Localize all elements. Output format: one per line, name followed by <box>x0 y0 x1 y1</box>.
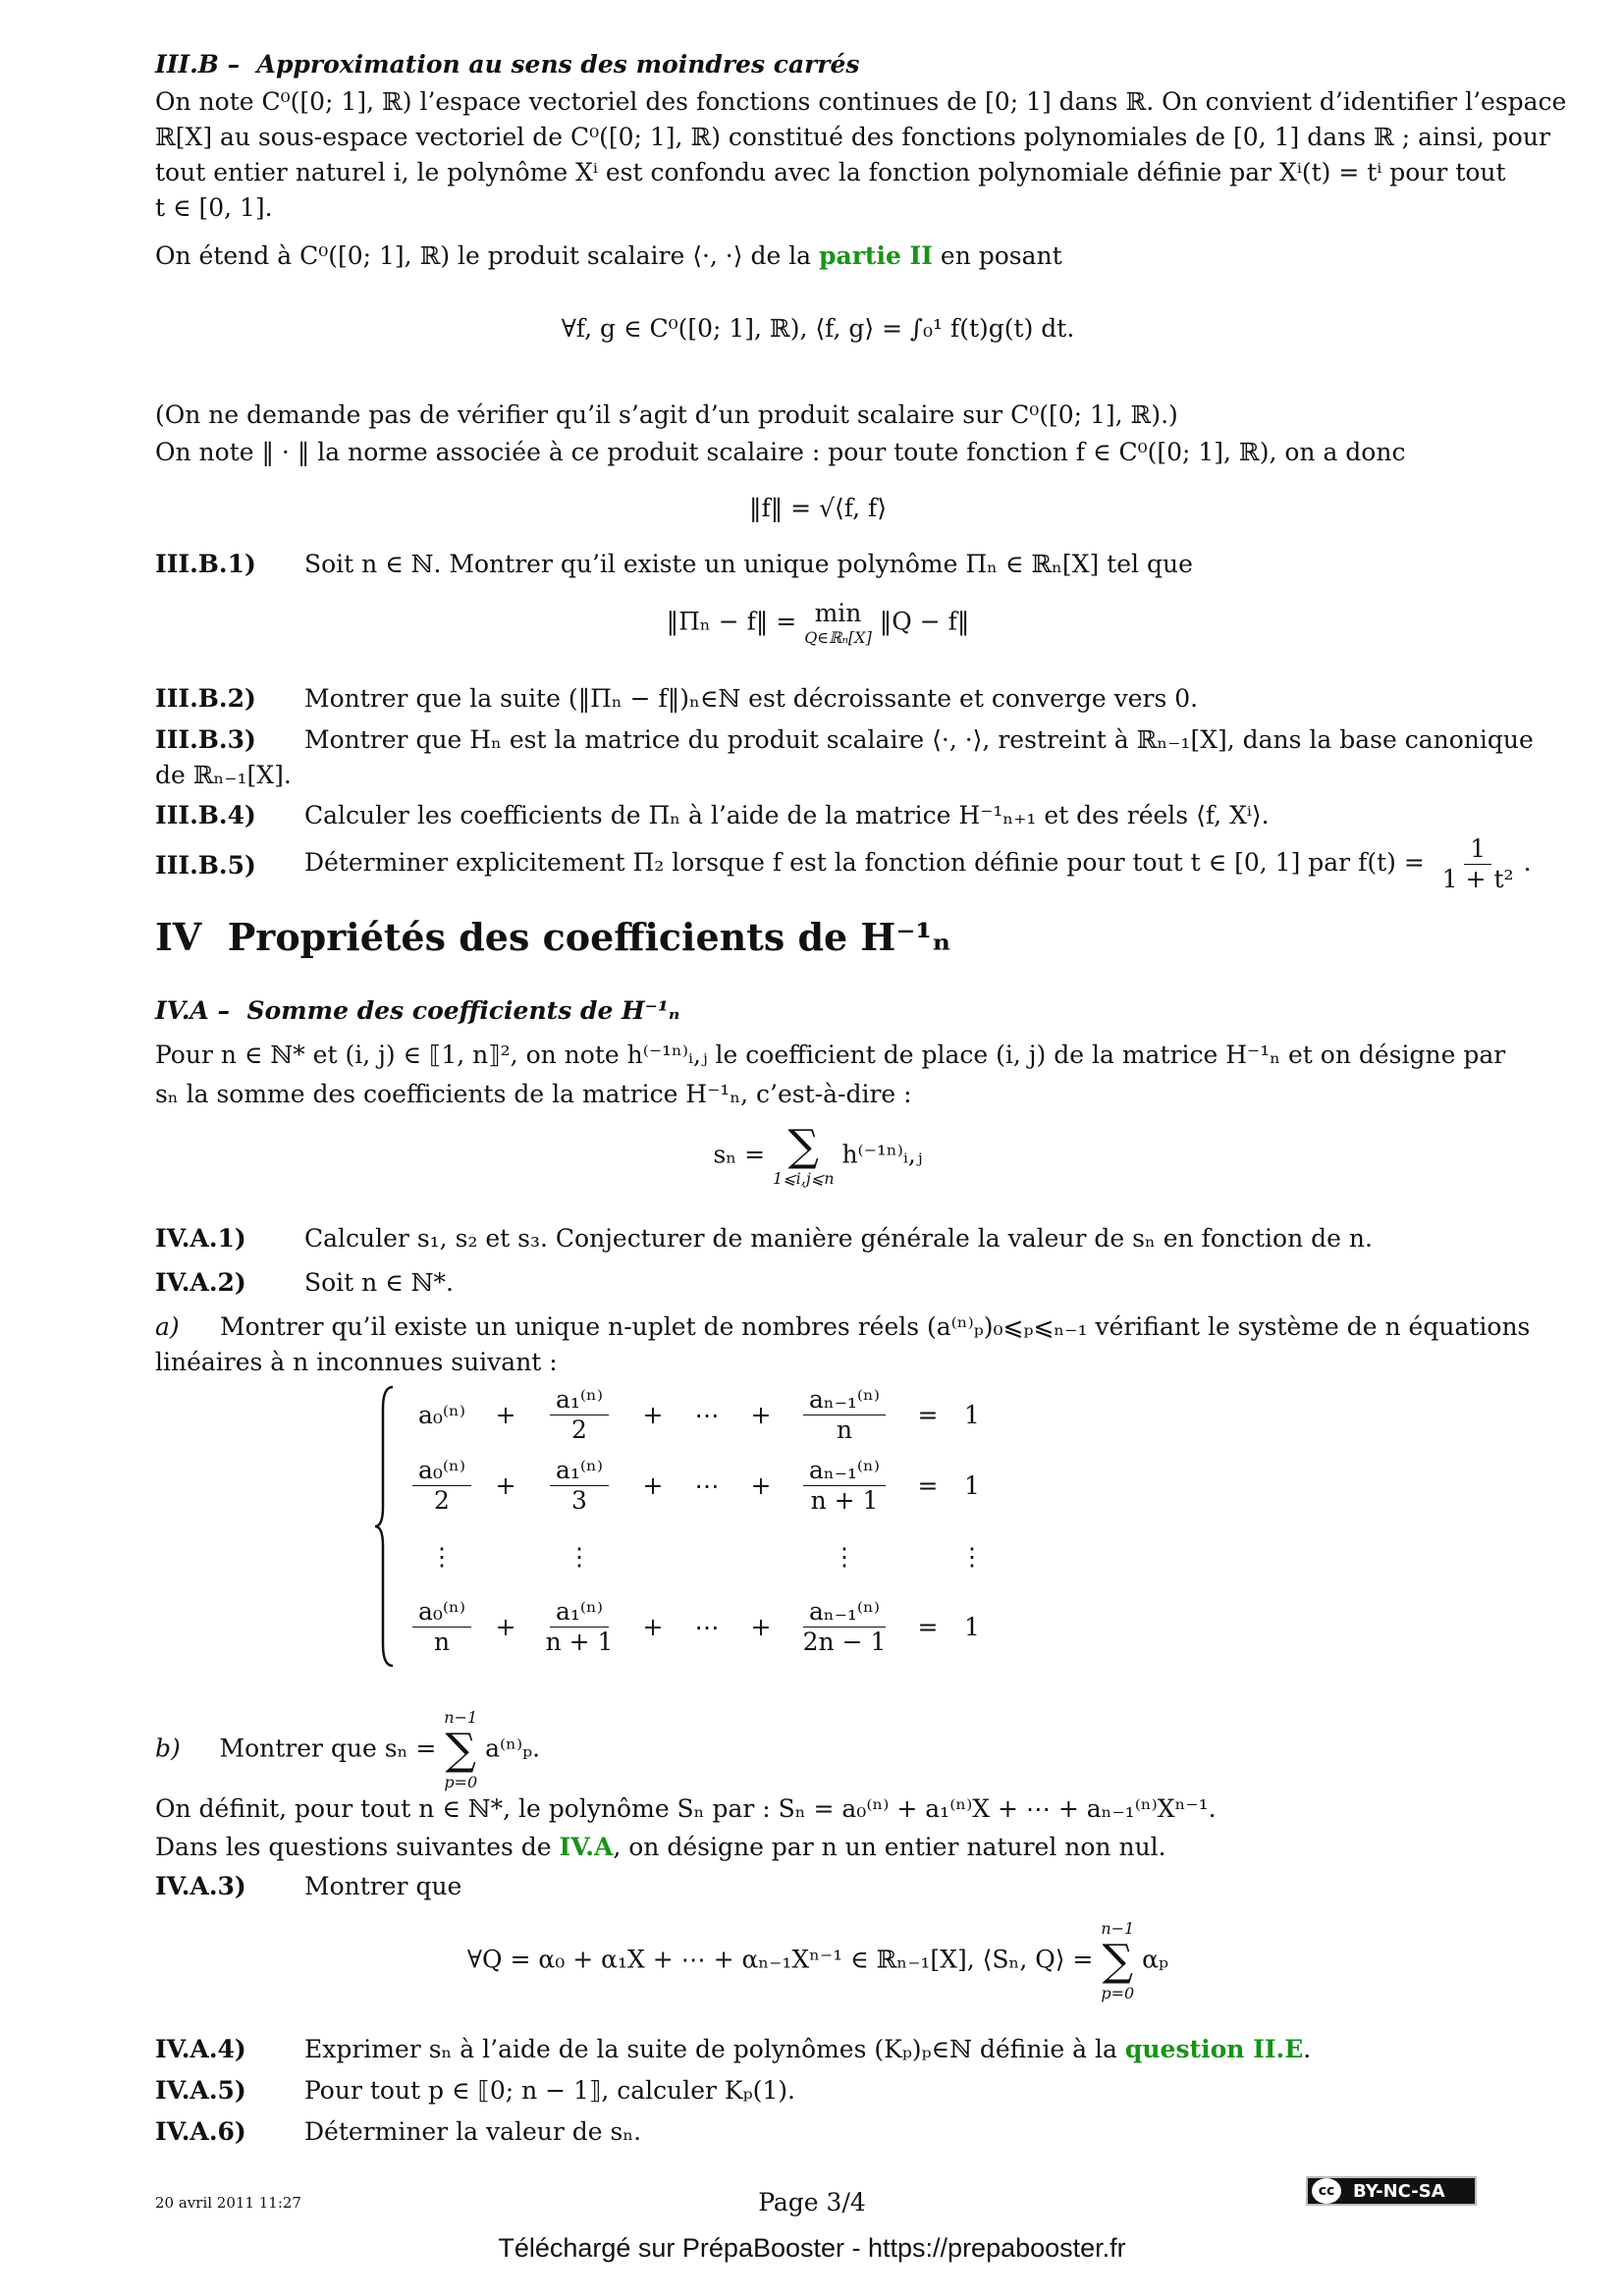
section-number: IV <box>155 915 202 959</box>
question-text: Montrer que <box>304 1872 462 1900</box>
heading-label: III.B – <box>155 50 241 79</box>
rhs: 1 <box>964 1400 980 1429</box>
question-text: Montrer que Hₙ est la matrice du produit scalaire ⟨·, ·⟩, restreint à ℝₙ₋₁[X], dans la base canonique <box>304 725 1534 754</box>
min-subscript: Q∈ℝₙ[X] <box>804 628 872 647</box>
plus: + <box>495 1470 516 1500</box>
question-text: Montrer que la suite (‖Πₙ − f‖)ₙ∈ℕ est décroissante et converge vers 0. <box>304 684 1199 713</box>
question-text: Montrer qu’il existe un unique n-uplet de nombres réels (a⁽ⁿ⁾ₚ)₀⩽ₚ⩽ₙ₋₁ vérifiant le système de n équations <box>220 1312 1531 1341</box>
question-IVA2b <box>155 1708 1481 1792</box>
norm-line: On note ‖ · ‖ la norme associée à ce produit scalaire : pour toute fonction f ∈ C⁰([0; 1], ℝ), on a donc <box>155 438 1406 466</box>
question-label: III.B.4) <box>155 801 256 829</box>
question-text: Montrer que sₙ = <box>219 1734 437 1763</box>
text: , on désigne par n un entier naturel non nul. <box>613 1833 1166 1861</box>
numerator: aₙ₋₁⁽ⁿ⁾ <box>803 1385 886 1415</box>
subquestion-label: a) <box>155 1312 180 1341</box>
fraction <box>797 1597 893 1657</box>
denominator: n <box>836 1415 853 1444</box>
vdots: ⋮ <box>429 1541 455 1571</box>
question-label: IV.A.1) <box>155 1224 246 1253</box>
numerator: a₀⁽ⁿ⁾ <box>412 1597 471 1628</box>
rhs: 1 <box>964 1470 980 1500</box>
sum-operator <box>444 1708 477 1792</box>
numerator: aₙ₋₁⁽ⁿ⁾ <box>803 1597 886 1628</box>
question-text: Pour tout p ∈ ⟦0; n − 1⟧, calculer Kₚ(1). <box>304 2076 795 2105</box>
question-continuation: de ℝₙ₋₁[X]. <box>155 761 292 789</box>
numerator: 1 <box>1464 834 1491 865</box>
note-line: (On ne demande pas de vérifier qu’il s’agit d’un produit scalaire sur C⁰([0; 1], ℝ).) <box>155 400 1178 429</box>
sum-formula <box>155 1121 1481 1189</box>
formula-right: ‖Q − f‖ <box>879 607 970 636</box>
question-label: IV.A.3) <box>155 1872 246 1900</box>
plus: + <box>750 1470 772 1500</box>
question-label: III.B.1) <box>155 550 256 578</box>
left-brace-icon <box>373 1379 397 1674</box>
text: Exprimer sₙ à l’aide de la suite de polynômes (Kₚ)ₚ∈ℕ définie à la <box>304 2035 1125 2063</box>
question-text-main: Déterminer explicitement Π₂ lorsque f est la fonction définie pour tout t ∈ [0, 1] par f(t) = <box>304 848 1425 877</box>
denominator: 2 <box>434 1485 450 1515</box>
vdots: ⋮ <box>567 1541 592 1571</box>
license-text: BY-NC-SA <box>1353 2180 1445 2202</box>
sum-top: n−1 <box>1101 1919 1135 1938</box>
cdots: ⋯ <box>694 1612 720 1641</box>
question-label: III.B.5) <box>155 851 256 880</box>
plus: + <box>642 1400 664 1429</box>
numerator: aₙ₋₁⁽ⁿ⁾ <box>803 1456 886 1486</box>
fraction <box>1436 834 1520 894</box>
intro-line: On note C⁰([0; 1], ℝ) l’espace vectoriel des fonctions continues de [0; 1] dans ℝ. On convient d’identifier l’espace <box>155 87 1567 116</box>
equals: = <box>917 1470 939 1500</box>
plus: + <box>642 1612 664 1641</box>
subsection-heading-IVA <box>155 993 1481 1029</box>
intro-line: tout entier naturel i, le polynôme Xⁱ est confondu avec la fonction polynomiale définie par Xⁱ(t) = tⁱ pour tout <box>155 158 1506 187</box>
license-badge[interactable] <box>1306 2176 1477 2206</box>
formula-left: sₙ = <box>713 1140 766 1169</box>
intro-line: ℝ[X] au sous-espace vectoriel de C⁰([0; 1], ℝ) constitué des fonctions polynomiales de [0, 1] dans ℝ ; ainsi, pour <box>155 123 1550 151</box>
subquestion-label: b) <box>155 1734 181 1763</box>
heading-title: Approximation au sens des moindres carrés <box>256 50 860 79</box>
section-title: Propriétés des coefficients de H⁻¹ₙ <box>227 915 951 959</box>
question-label: IV.A.5) <box>155 2076 246 2105</box>
numerator: a₁⁽ⁿ⁾ <box>550 1385 609 1415</box>
sum-term: αₚ <box>1142 1945 1169 1974</box>
plus: + <box>750 1612 772 1641</box>
denominator: 2 <box>571 1415 587 1444</box>
question-label: IV.A.2) <box>155 1268 246 1297</box>
fraction <box>550 1385 609 1445</box>
denominator: 1 + t² <box>1441 865 1514 893</box>
numerator: a₁⁽ⁿ⁾ <box>550 1456 609 1486</box>
plus: + <box>642 1470 664 1500</box>
denominator: n <box>433 1627 451 1656</box>
cdots: ⋯ <box>694 1470 720 1500</box>
equals: = <box>917 1400 939 1429</box>
text: . <box>1303 2035 1312 2063</box>
section-heading-IV <box>155 915 1481 959</box>
following-note <box>155 1830 1481 1865</box>
fraction <box>803 1456 886 1516</box>
denominator: n + 1 <box>545 1627 614 1656</box>
fraction <box>540 1597 620 1657</box>
vdots: ⋮ <box>959 1541 985 1571</box>
define-Sn: On définit, pour tout n ∈ ℕ*, le polynôme Sₙ par : Sₙ = a₀⁽ⁿ⁾ + a₁⁽ⁿ⁾X + ⋯ + aₙ₋₁⁽ⁿ⁾Xⁿ⁻¹. <box>155 1794 1217 1823</box>
cc-icon: cc <box>1312 2178 1341 2204</box>
question-label: III.B.2) <box>155 684 256 713</box>
formula-left: ‖Πₙ − f‖ = <box>666 607 797 636</box>
extend-paragraph <box>155 239 1481 274</box>
intro-line: Pour n ∈ ℕ* et (i, j) ∈ ⟦1, n⟧², on note h⁽⁻¹ⁿ⁾ᵢ,ⱼ le coefficient de place (i, j) de la matrice H⁻¹ₙ et on désigne par <box>155 1041 1506 1069</box>
rhs: 1 <box>964 1612 980 1641</box>
sum-operator <box>773 1121 835 1189</box>
sum-top: n−1 <box>444 1708 478 1727</box>
numerator: a₁⁽ⁿ⁾ <box>550 1597 609 1628</box>
question-text <box>304 2032 1311 2067</box>
min-formula <box>155 599 1481 648</box>
text: en posant <box>932 241 1062 270</box>
sum-subscript: 1⩽i,j⩽n <box>773 1169 835 1188</box>
plus: + <box>750 1400 772 1429</box>
question-text: Déterminer la valeur de sₙ. <box>304 2117 642 2146</box>
intro-line: t ∈ [0, 1]. <box>155 193 273 222</box>
min-op: min <box>814 599 862 627</box>
text: On étend à C⁰([0; 1], ℝ) le produit scalaire ⟨·, ·⟩ de la <box>155 241 820 270</box>
question-text: Soit n ∈ ℕ. Montrer qu’il existe un unique polynôme Πₙ ∈ ℝₙ[X] tel que <box>304 550 1193 578</box>
sum-bottom: p=0 <box>444 1773 478 1791</box>
subsection-heading-IIIB <box>155 47 1481 82</box>
inner-product-formula: ∀f, g ∈ C⁰([0; 1], ℝ), ⟨f, g⟩ = ∫₀¹ f(t)g(t) dt. <box>561 314 1075 343</box>
question-text: Soit n ∈ ℕ*. <box>304 1268 454 1297</box>
question-label: IV.A.6) <box>155 2117 246 2146</box>
sigma-symbol: ∑ <box>1102 1936 1133 1986</box>
formula-left: ∀Q = α₀ + α₁X + ⋯ + αₙ₋₁Xⁿ⁻¹ ∈ ℝₙ₋₁[X], ⟨Sₙ, Q⟩ = <box>466 1945 1094 1974</box>
question-IIIB5 <box>155 834 1532 893</box>
system-grid <box>403 1379 992 1662</box>
sigma-symbol: ∑ <box>445 1725 476 1775</box>
numerator: a₀⁽ⁿ⁾ <box>412 1456 471 1486</box>
question-continuation: linéaires à n inconnues suivant : <box>155 1348 558 1376</box>
fraction <box>412 1456 471 1516</box>
plus: + <box>495 1400 516 1429</box>
sigma-symbol: ∑ <box>787 1121 819 1171</box>
question-text: Déterminer explicitement Π₂ lorsque f est la fonction définie pour tout t ∈ [0, 1] par f(t) = $\frac{1}{\text{1 + t²}}$ . <box>304 834 1532 893</box>
sum-term: a⁽ⁿ⁾ₚ. <box>485 1734 541 1763</box>
plus: + <box>495 1612 516 1641</box>
min-operator <box>804 599 872 648</box>
intro-line: sₙ la somme des coefficients de la matrice H⁻¹ₙ, c’est-à-dire : <box>155 1080 912 1108</box>
denominator: n + 1 <box>810 1485 879 1515</box>
cdots: ⋯ <box>694 1400 720 1429</box>
fraction <box>550 1456 609 1516</box>
page-number: Page 3/4 <box>758 2188 866 2216</box>
link-IVA[interactable]: IV.A <box>559 1833 614 1861</box>
sum-term: h⁽⁻¹ⁿ⁾ᵢ,ⱼ <box>841 1140 923 1169</box>
link-partie-II[interactable]: partie II <box>819 241 933 270</box>
linear-system <box>373 1379 1159 1674</box>
heading-label: IV.A – <box>155 996 231 1025</box>
equals: = <box>917 1612 939 1641</box>
heading-title: Somme des coefficients de H⁻¹ₙ <box>246 996 680 1025</box>
sum-bottom: p=0 <box>1101 1984 1135 2002</box>
denominator: 3 <box>571 1485 587 1515</box>
question-text: Calculer les coefficients de Πₙ à l’aide de la matrice H⁻¹ₙ₊₁ et des réels ⟨f, Xⁱ⟩. <box>304 801 1270 829</box>
link-question-IIE[interactable]: question II.E <box>1124 2035 1304 2063</box>
vdots: ⋮ <box>832 1541 857 1571</box>
fraction <box>412 1597 471 1657</box>
download-notice: Téléchargé sur PrépaBooster - https://prepabooster.fr <box>498 2233 1126 2263</box>
cell: a₀⁽ⁿ⁾ <box>417 1400 466 1429</box>
question-text: Calculer s₁, s₂ et s₃. Conjecturer de manière générale la valeur de sₙ en fonction de n. <box>304 1224 1373 1253</box>
question-label: III.B.3) <box>155 725 256 754</box>
text: Dans les questions suivantes de <box>155 1833 560 1861</box>
sum-operator <box>1101 1919 1134 2003</box>
footer-date: 20 avril 2011 11:27 <box>155 2194 301 2212</box>
question-label: IV.A.4) <box>155 2035 246 2063</box>
fraction <box>803 1385 886 1445</box>
denominator: 2n − 1 <box>802 1627 887 1656</box>
norm-formula: ‖f‖ = √⟨f, f⟩ <box>748 494 888 522</box>
q3-formula <box>155 1919 1481 2003</box>
